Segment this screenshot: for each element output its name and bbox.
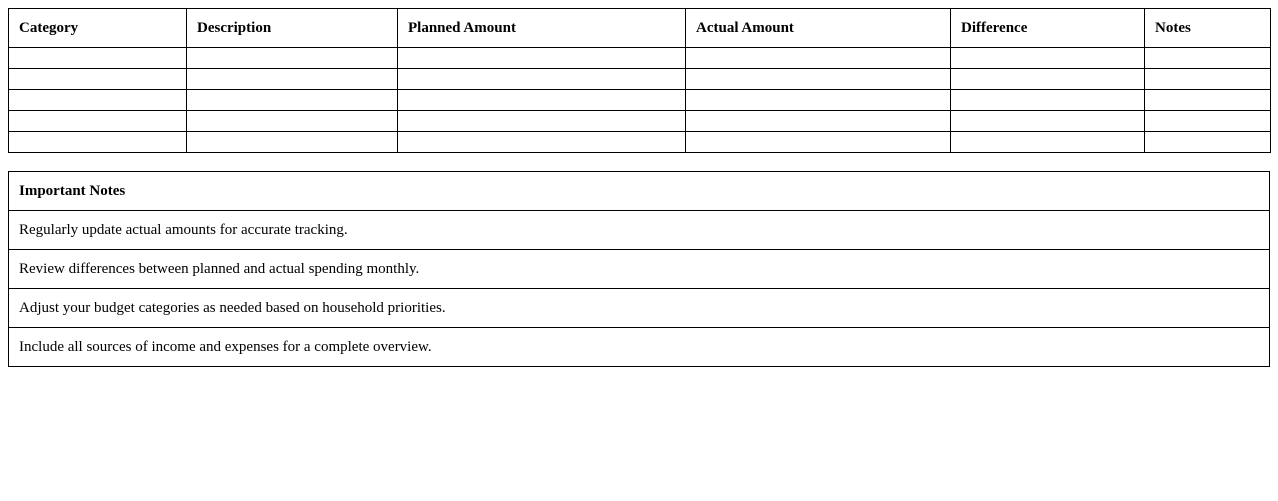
column-header-actual-amount: Actual Amount xyxy=(686,9,951,48)
note-row xyxy=(9,289,1270,328)
table-cell[interactable] xyxy=(9,132,187,153)
table-cell[interactable] xyxy=(187,132,398,153)
important-notes-table xyxy=(8,171,1270,367)
table-cell[interactable] xyxy=(187,111,398,132)
table-cell[interactable] xyxy=(951,132,1145,153)
table-cell[interactable] xyxy=(187,90,398,111)
table-cell[interactable] xyxy=(9,48,187,69)
table-cell[interactable] xyxy=(9,69,187,90)
column-header-category: Category xyxy=(9,9,187,48)
table-row xyxy=(9,48,1271,69)
table-cell[interactable] xyxy=(1145,132,1271,153)
table-cell[interactable] xyxy=(1145,48,1271,69)
table-cell[interactable] xyxy=(398,69,686,90)
table-cell[interactable] xyxy=(686,111,951,132)
table-cell[interactable] xyxy=(187,48,398,69)
notes-header-row xyxy=(9,172,1270,211)
column-header-planned-amount: Planned Amount xyxy=(398,9,686,48)
table-cell[interactable] xyxy=(686,48,951,69)
table-cell[interactable] xyxy=(1145,111,1271,132)
notes-heading: Important Notes xyxy=(9,172,1270,211)
column-header-difference: Difference xyxy=(951,9,1145,48)
table-cell[interactable] xyxy=(1145,90,1271,111)
column-header-notes: Notes xyxy=(1145,9,1271,48)
table-cell[interactable] xyxy=(398,132,686,153)
table-row xyxy=(9,111,1271,132)
table-row xyxy=(9,132,1271,153)
table-cell[interactable] xyxy=(951,111,1145,132)
table-cell[interactable] xyxy=(187,69,398,90)
note-text: Include all sources of income and expenses for a complete overview. xyxy=(9,328,1270,367)
note-text: Adjust your budget categories as needed based on household priorities. xyxy=(9,289,1270,328)
table-row xyxy=(9,69,1271,90)
table-cell[interactable] xyxy=(686,69,951,90)
table-cell[interactable] xyxy=(9,111,187,132)
budget-table xyxy=(8,8,1271,153)
table-cell[interactable] xyxy=(951,69,1145,90)
table-row xyxy=(9,90,1271,111)
table-cell[interactable] xyxy=(1145,69,1271,90)
table-cell[interactable] xyxy=(398,90,686,111)
note-row xyxy=(9,250,1270,289)
note-row xyxy=(9,211,1270,250)
table-cell[interactable] xyxy=(686,90,951,111)
table-cell[interactable] xyxy=(686,132,951,153)
note-text: Regularly update actual amounts for accurate tracking. xyxy=(9,211,1270,250)
table-cell[interactable] xyxy=(951,90,1145,111)
note-text: Review differences between planned and actual spending monthly. xyxy=(9,250,1270,289)
table-cell[interactable] xyxy=(951,48,1145,69)
table-cell[interactable] xyxy=(398,111,686,132)
table-cell[interactable] xyxy=(398,48,686,69)
column-header-description: Description xyxy=(187,9,398,48)
table-cell[interactable] xyxy=(9,90,187,111)
note-row xyxy=(9,328,1270,367)
table-header-row xyxy=(9,9,1271,48)
